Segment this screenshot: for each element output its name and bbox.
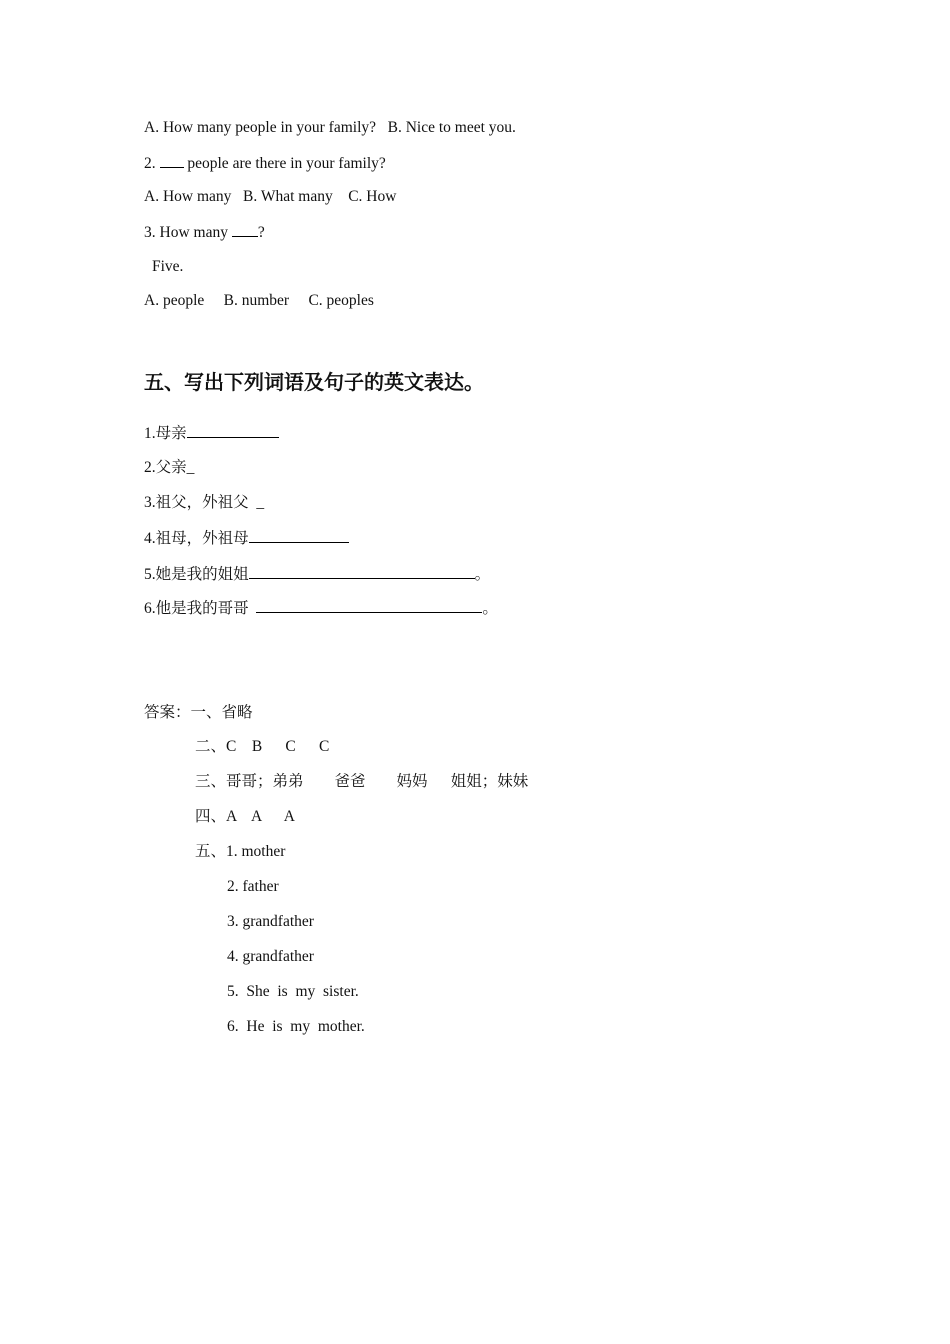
answer-5: 五、1. mother — [195, 843, 286, 860]
answer-2: 二、C B C C — [195, 738, 330, 755]
q3-text: 3. How many — [144, 224, 228, 241]
s5-item-1 — [144, 423, 279, 444]
question-2 — [144, 153, 386, 174]
answer-5-item: 4. grandfather — [227, 948, 314, 965]
s5-item-4-text: 4.祖母，外祖母 — [144, 530, 249, 547]
q3-blank — [232, 222, 258, 237]
s5-item-4-blank — [249, 528, 349, 543]
s5-item-1-text: 1.母亲 — [144, 425, 187, 442]
answer-5-item: 5. She is my sister. — [227, 983, 359, 1000]
answer-5-item: 2. father — [227, 878, 279, 895]
q3-answer: Five. — [152, 258, 184, 275]
answers-label: 答案：一、省略 — [144, 704, 253, 721]
s5-item-5-period: 。 — [474, 566, 491, 583]
s5-item-4 — [144, 528, 349, 549]
answer-3: 三、哥哥；弟弟 爸爸 妈妈 姐姐；妹妹 — [195, 773, 529, 790]
answer-4: 四、A A A — [195, 808, 295, 825]
q2-text: people are there in your family? — [187, 155, 386, 172]
s5-item-6-blank — [256, 598, 482, 613]
s5-item-2: 2.父亲_ — [144, 459, 195, 476]
q3-end: ? — [257, 224, 265, 241]
q1-options: A. How many people in your family? B. Nice to meet you. — [144, 119, 516, 136]
answer-5-item: 6. He is my mother. — [227, 1018, 365, 1035]
s5-item-6 — [144, 598, 498, 619]
q2-number: 2. — [144, 155, 156, 172]
s5-item-3: 3.祖父，外祖父 _ — [144, 494, 265, 511]
s5-item-5-text: 5.她是我的姐姐 — [144, 566, 249, 583]
s5-item-1-blank — [187, 423, 279, 438]
q2-options: A. How many B. What many C. How — [144, 188, 397, 205]
question-3 — [144, 222, 265, 243]
answer-5-item: 3. grandfather — [227, 913, 314, 930]
s5-item-5 — [144, 564, 490, 585]
s5-item-5-blank — [249, 564, 475, 579]
section5-heading: 五、写出下列词语及句子的英文表达。 — [144, 372, 484, 394]
q2-blank — [160, 153, 184, 168]
s5-item-6-period: 。 — [482, 600, 498, 617]
s5-item-6-text: 6.他是我的哥哥 — [144, 600, 257, 617]
q3-options: A. people B. number C. peoples — [144, 292, 374, 309]
